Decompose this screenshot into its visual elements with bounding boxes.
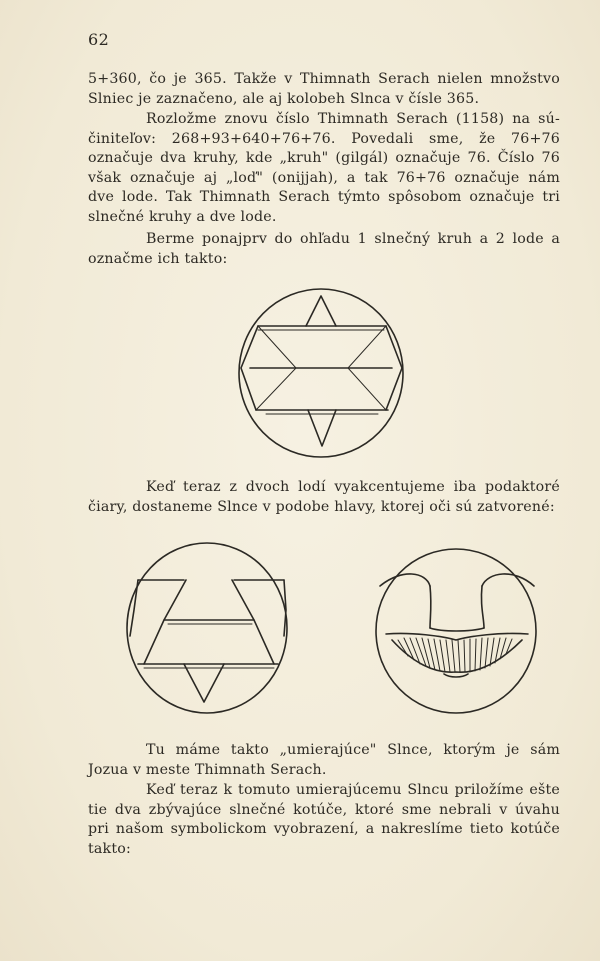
text-line: Jozua v meste Thimnath Serach. (88, 761, 327, 778)
dying-sun-head-drawing (372, 546, 542, 716)
paragraph-6 (88, 781, 560, 859)
paragraph-1 (88, 70, 560, 109)
text-line: Rozložme znovu číslo Thimnath Serach (1158) na sú- (146, 111, 560, 127)
text-line: označuje dva kruhy, kde „kruh" (gilgál) označuje 76. Číslo 76 (88, 150, 560, 167)
text-line: Tu máme takto „umierajúce" Slnce, ktorým je sám (146, 742, 560, 758)
paragraph-2 (88, 110, 560, 228)
text-line: 5+360, čo je 365. Takže v Thimnath Serach nielen množstvo (88, 71, 560, 87)
text-line: činiteľov: 268+93+640+76+76. Povedali sme, že 76+76 (88, 130, 560, 147)
text-line: takto: (88, 840, 131, 857)
text-line: Berme ponajprv do ohľadu 1 slnečný kruh a 2 lode a (146, 231, 560, 247)
paragraph-4 (88, 478, 560, 517)
text-line: slnečné kruhy a dve lode. (88, 208, 277, 225)
text-line: označme ich takto: (88, 250, 228, 267)
text-line: pri našom symbolickom vyobrazení, a nakreslíme tieto kotúče (88, 821, 560, 838)
text-line: však označuje aj „loď" (onijjah), a tak 76+76 označuje nám (88, 169, 560, 186)
text-line: čiary, dostaneme Slnce v podobe hlavy, ktorej oči sú zatvorené: (88, 498, 555, 515)
paragraph-5 (88, 741, 560, 780)
page-number: 62 (88, 30, 110, 49)
sun-circle-two-boats-drawing (236, 286, 408, 462)
text-line: tie dva zbývajúce slnečné kotúče, ktoré sme nebrali v úvahu (88, 801, 560, 818)
paragraph-3 (88, 230, 560, 269)
boats-circle-drawing (124, 540, 292, 716)
figure-boats-circle (124, 540, 292, 720)
text-line: Slniec je zaznačeno, ale aj kolobeh Slnca v čísle 365. (88, 90, 480, 107)
figure-sun-circle-two-boats (236, 286, 408, 466)
text-line: Keď teraz z dvoch lodí vyakcentujeme iba podaktoré (146, 479, 560, 495)
text-line: Keď teraz k tomuto umierajúcemu Slncu priložíme ešte (146, 782, 560, 798)
figure-dying-sun-head (372, 546, 542, 720)
text-line: dve lode. Tak Thimnath Serach týmto spôsobom označuje tri (88, 189, 560, 206)
